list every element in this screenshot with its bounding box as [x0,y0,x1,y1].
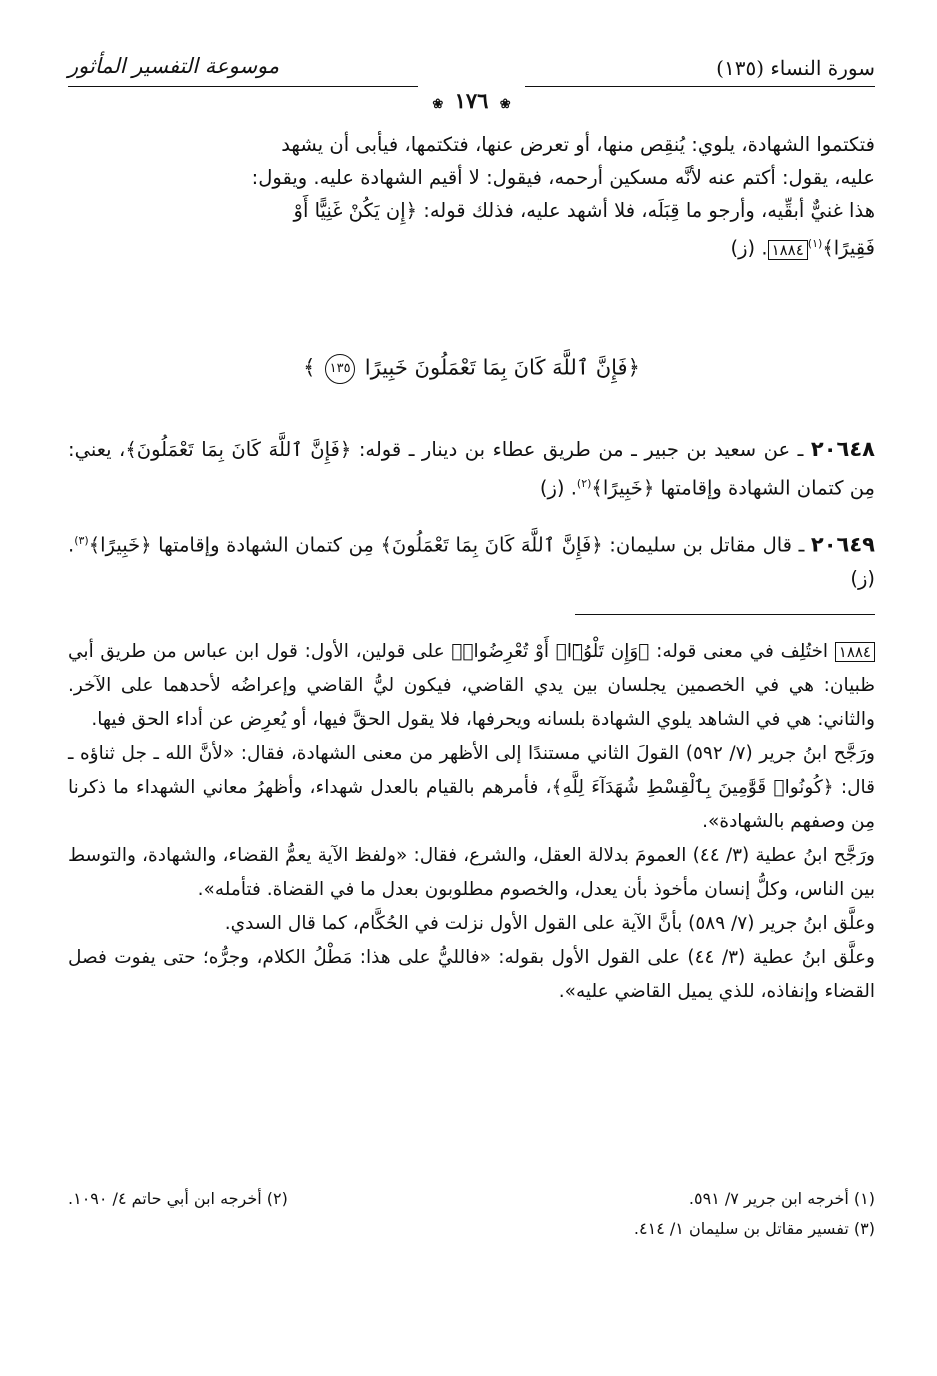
commentary-paragraph: وعلَّق ابنُ جرير (٧/ ٥٨٩) بأنَّ الآية على القول الأول نزلت في الحُكَّام، كما قال السدي. [224,913,875,934]
ayah-close: ﴾ [303,355,316,380]
running-header [68,52,875,87]
footnote-2: (٢) أخرجه ابن أبي حاتم ٤/ ١٠٩٠. [68,1189,288,1208]
footnote-marker: (٣) [74,533,89,547]
ornament-icon: ❀ [432,97,444,112]
text-line [68,227,875,265]
commentary-ref-box: ١٨٨٤ [835,642,875,662]
main-text [68,128,875,265]
narration-text: ـ عن سعيد بن جبير ـ من طريق عطاء بن دينار ـ قوله: ﴿فَإِنَّ ٱللَّهَ كَانَ بِمَا تَعْمَلُونَ﴾، يعني: مِن كتمان الشهادة وإقامتها ﴿خَبِيرًا﴾ [68,438,875,500]
narration-number: ٢٠٦٤٨ [810,437,875,461]
narration-item [68,432,875,506]
book-title: موسوعة التفسير المأثور [68,54,280,78]
narration-text: ـ قال مقاتل بن سليمان: ﴿فَإِنَّ ٱللَّهَ كَانَ بِمَا تَعْمَلُونَ﴾ مِن كتمان الشهادة وإقامتها ﴿خَبِيرًا﴾ [88,533,811,556]
page [68,52,875,1238]
text-line: عليه، يقول: أكتم عنه لأنَّه مسكين أرحمه، فيقول: لا أقيم الشهادة عليه. ويقول: [251,166,875,189]
surah-title: سورة النساء (١٣٥) [716,56,875,80]
page-number [418,86,524,115]
footnote-row [68,1184,875,1214]
ornament-icon: ❀ [499,97,511,112]
commentary-paragraph [68,635,875,737]
footnote-3: (٣) تفسير مقاتل بن سليمان ١/ ٤١٤. [633,1219,875,1238]
footnotes [68,1184,875,1244]
source-tag: . (ز) [68,533,875,590]
text-line: هذا غنيٌّ أبقِّيه، وأرجو ما قِبَلَه، فلا أشهد عليه، فذلك قوله: ﴿إِن يَكُنْ غَنِيًّا أَوْ [293,199,875,222]
narration-number: ٢٠٦٤٩ [810,532,875,556]
page-number-row [68,86,875,115]
footnote-marker: (١) [807,237,823,250]
page-number-value: ١٧٦ [454,88,489,113]
commentary-text: اختُلِف في معنى قوله: ﴿وَإِن تَلْوُۥٓا۟ أَوْ تُعْرِضُوا۟﴾ على قولين، الأول: قول ابن عباس من طريق أبي ظبيان: هي في الخصمين يجلسان بين يدي القاضي، فيكون ليُّ القاضي وإعراضُه لأحدهما على الآخر. والثاني: هي في الشاهد يلوي الشهادة بلسانه ويحرفها، فلا يقول الحقَّ فيها، أو يُعرِض عن أداء الحق فيها. [68,641,875,730]
footnote-1: (١) أخرجه ابن جرير ٧/ ٥٩١. [688,1189,875,1208]
commentary-ref-box: ١٨٨٤ [768,240,808,260]
footnote-marker: (٢) [576,477,592,490]
ayah-text: ﴿فَإِنَّ ٱللَّهَ كَانَ بِمَا تَعْمَلُونَ خَبِيرًا [364,355,640,380]
narration-item [68,524,875,597]
commentary-paragraph: ورَجَّح ابنُ عطية (٣/ ٤٤) العمومَ بدلالة العقل، والشرع، فقال: «ولفظ الآية يعمُّ القضاء، والشهادة، والتوسط بين الناس، وكلُّ إنسان مأخوذ بأن يعدل، والخصوم مطلوبون بعدل ما في القضاة. فتأمله». [68,845,875,900]
commentary-section [68,635,875,1009]
text-line: فتكتموا الشهادة، يلوي: يُنقِص منها، أو تعرض عنها، فتكتمها، فيأبى أن يشهد [281,133,875,156]
narrations [68,432,875,614]
commentary-paragraph: ورَجَّح ابنُ جرير (٧/ ٥٩٢) القولَ الثاني مستندًا إلى الأظهر من معنى الشهادة، فقال: «لأنَّ الله ـ جل ثناؤه ـ قال: ﴿كُونُوا۟ قَوَّٰمِينَ بِٱلْقِسْطِ شُهَدَآءَ لِلَّهِ﴾، فأمرهم بالقيام بالعدل شهداء، وأظهرُ معاني الشهداء ما ذكرنا مِن وصفهم بالشهادة». [68,743,875,832]
ayah-heading [68,354,875,384]
ayah-number: ١٣٥ [325,354,355,384]
quran-quote: فَقِيرًا﴾ [822,236,875,260]
commentary-paragraph: وعلَّق ابنُ عطية (٣/ ٤٤) على القول الأول بقوله: «فالليُّ على هذا: مَطْلُ الكلام، وجرُّه؛ حتى يفوت فصل القضاء وإنفاذه، للذي يميل القاضي عليه». [68,947,875,1002]
source-tag: . (ز) [539,476,577,500]
source-tag: . (ز) [730,236,768,260]
separator-line [575,614,875,615]
